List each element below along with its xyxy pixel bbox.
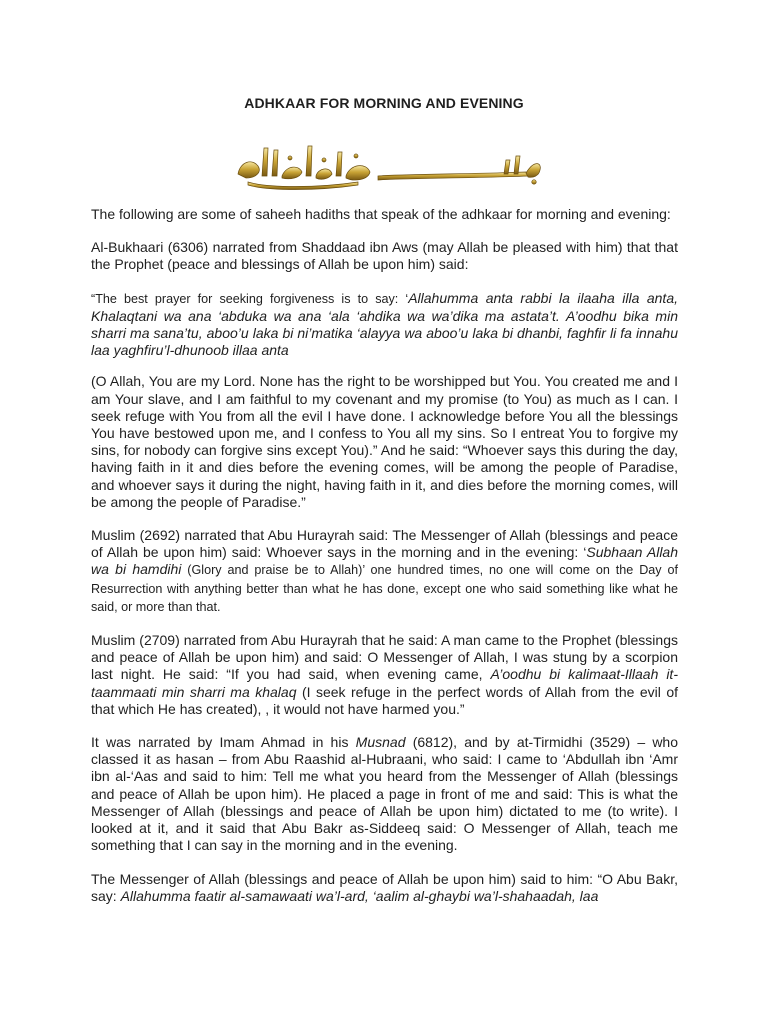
quote-lead: “The best prayer for seeking forgiveness is to say: ‘ — [91, 291, 409, 306]
ahmad-book-title: Musnad — [355, 734, 406, 751]
article-body — [91, 206, 678, 921]
muslim-2692-transliteration: Subhaan Allah wa bi hamdihi — [91, 544, 678, 578]
muslim-2709-tail: (I seek refuge in the perfect words of Allah from the evil of that which He has created), , it would not have harmed you.” — [91, 683, 678, 717]
paragraph-muslim-2692 — [91, 527, 678, 616]
muslim-2709-lead: Muslim (2709) narrated from Abu Hurayrah that he said: A man came to the Prophet (blessings and peace of Allah be upon him) and said: O Messenger of Allah, I was stung by a scorpion last night. He said: “If you had said, when evening came, — [91, 632, 678, 683]
muslim-2692-tail: (Glory and praise be to Allah)’ one hundred times, no one will come on the Day of Resurrection with anything better than what he has done, except one who said something like what he said, or more than that. — [91, 563, 678, 614]
abu-bakr-transliteration: Allahumma faatir al-samawaati wa’l-ard, ‘aalim al-ghaybi wa’l-shahaadah, laa — [120, 887, 599, 904]
paragraph-ahmad — [91, 734, 678, 854]
quote-arabic-transliteration: Allahumma anta rabbi la ilaaha illa anta, Khalaqtani wa ana ‘abduka wa ana ‘ala ‘ahdika wa wa’dika ma astata’t. A’oodhu bika min sharri ma sana’tu, aboo’u laka bi ni’matika ‘alayya wa aboo’u laka bi dhanbi, faghfir li fa innahu laa yaghfiru’l-dhunoob illaa anta — [91, 289, 679, 359]
paragraph-muslim-2709 — [91, 632, 678, 718]
page-title: ADHKAAR FOR MORNING AND EVENING — [244, 95, 524, 111]
muslim-2692-lead: Muslim (2692) narrated that Abu Hurayrah said: The Messenger of Allah (blessings and peace of Allah be upon him) said: Whoever says in the morning and in the evening: ‘ — [91, 527, 678, 561]
paragraph-intro: The following are some of saheeh hadiths that speak of the adhkaar for morning and evening: — [91, 206, 671, 222]
ahmad-tail: (6812), and by at-Tirmidhi (3529) – who classed it as hasan – from Abu Raashid al-Hubraani, who said: I came to ‘Abdullah ibn ‘Amr ibn al-‘Aas and said to him: Tell me what you heard from the Messenger of Allah (blessings and peace of Allah be upon him). He placed a page in front of me and said: This is what the Messenger of Allah (blessings and peace of Allah be upon him) dictated to me (to write). I looked at it, and it said that Abu Bakr as-Siddeeq said: O Messenger of Allah, teach me something that I can say in the morning and in the evening. — [91, 734, 678, 854]
muslim-2709-transliteration: A’oodhu bi kalimaat-Illaah it-taammaati min sharri ma khalaq — [91, 666, 678, 700]
basmala-calligraphy-image — [228, 140, 548, 192]
paragraph-istighfar-quote — [91, 290, 678, 360]
abu-bakr-lead: The Messenger of Allah (blessings and peace of Allah be upon him) said to him: “O Abu Bakr, say: — [91, 870, 678, 904]
paragraph-bukhaari: Al-Bukhaari (6306) narrated from Shaddaad ibn Aws (may Allah be pleased with him) that that the Prophet (peace and blessings of Allah be upon him) said: — [91, 239, 678, 273]
ahmad-lead: It was narrated by Imam Ahmad in his — [91, 734, 356, 751]
paragraph-abu-bakr — [91, 871, 678, 905]
paragraph-translation: (O Allah, You are my Lord. None has the right to be worshipped but You. You created me and I am Your slave, and I am faithful to my covenant and my promise (to You) as much as I can. I seek refuge with You from all the evil I have done. I acknowledge before You all the blessings You have bestowed upon me, and I confess to You all my sins. So I entreat You to forgive my sins, for nobody can forgive sins except You).” And he said: “Whoever says this during the day, having faith in it and dies before the evening comes, will be among the people of Paradise, and whoever says it during the night, having faith in it, and dies before the morning comes, will be among the people of Paradise.” — [91, 373, 678, 510]
